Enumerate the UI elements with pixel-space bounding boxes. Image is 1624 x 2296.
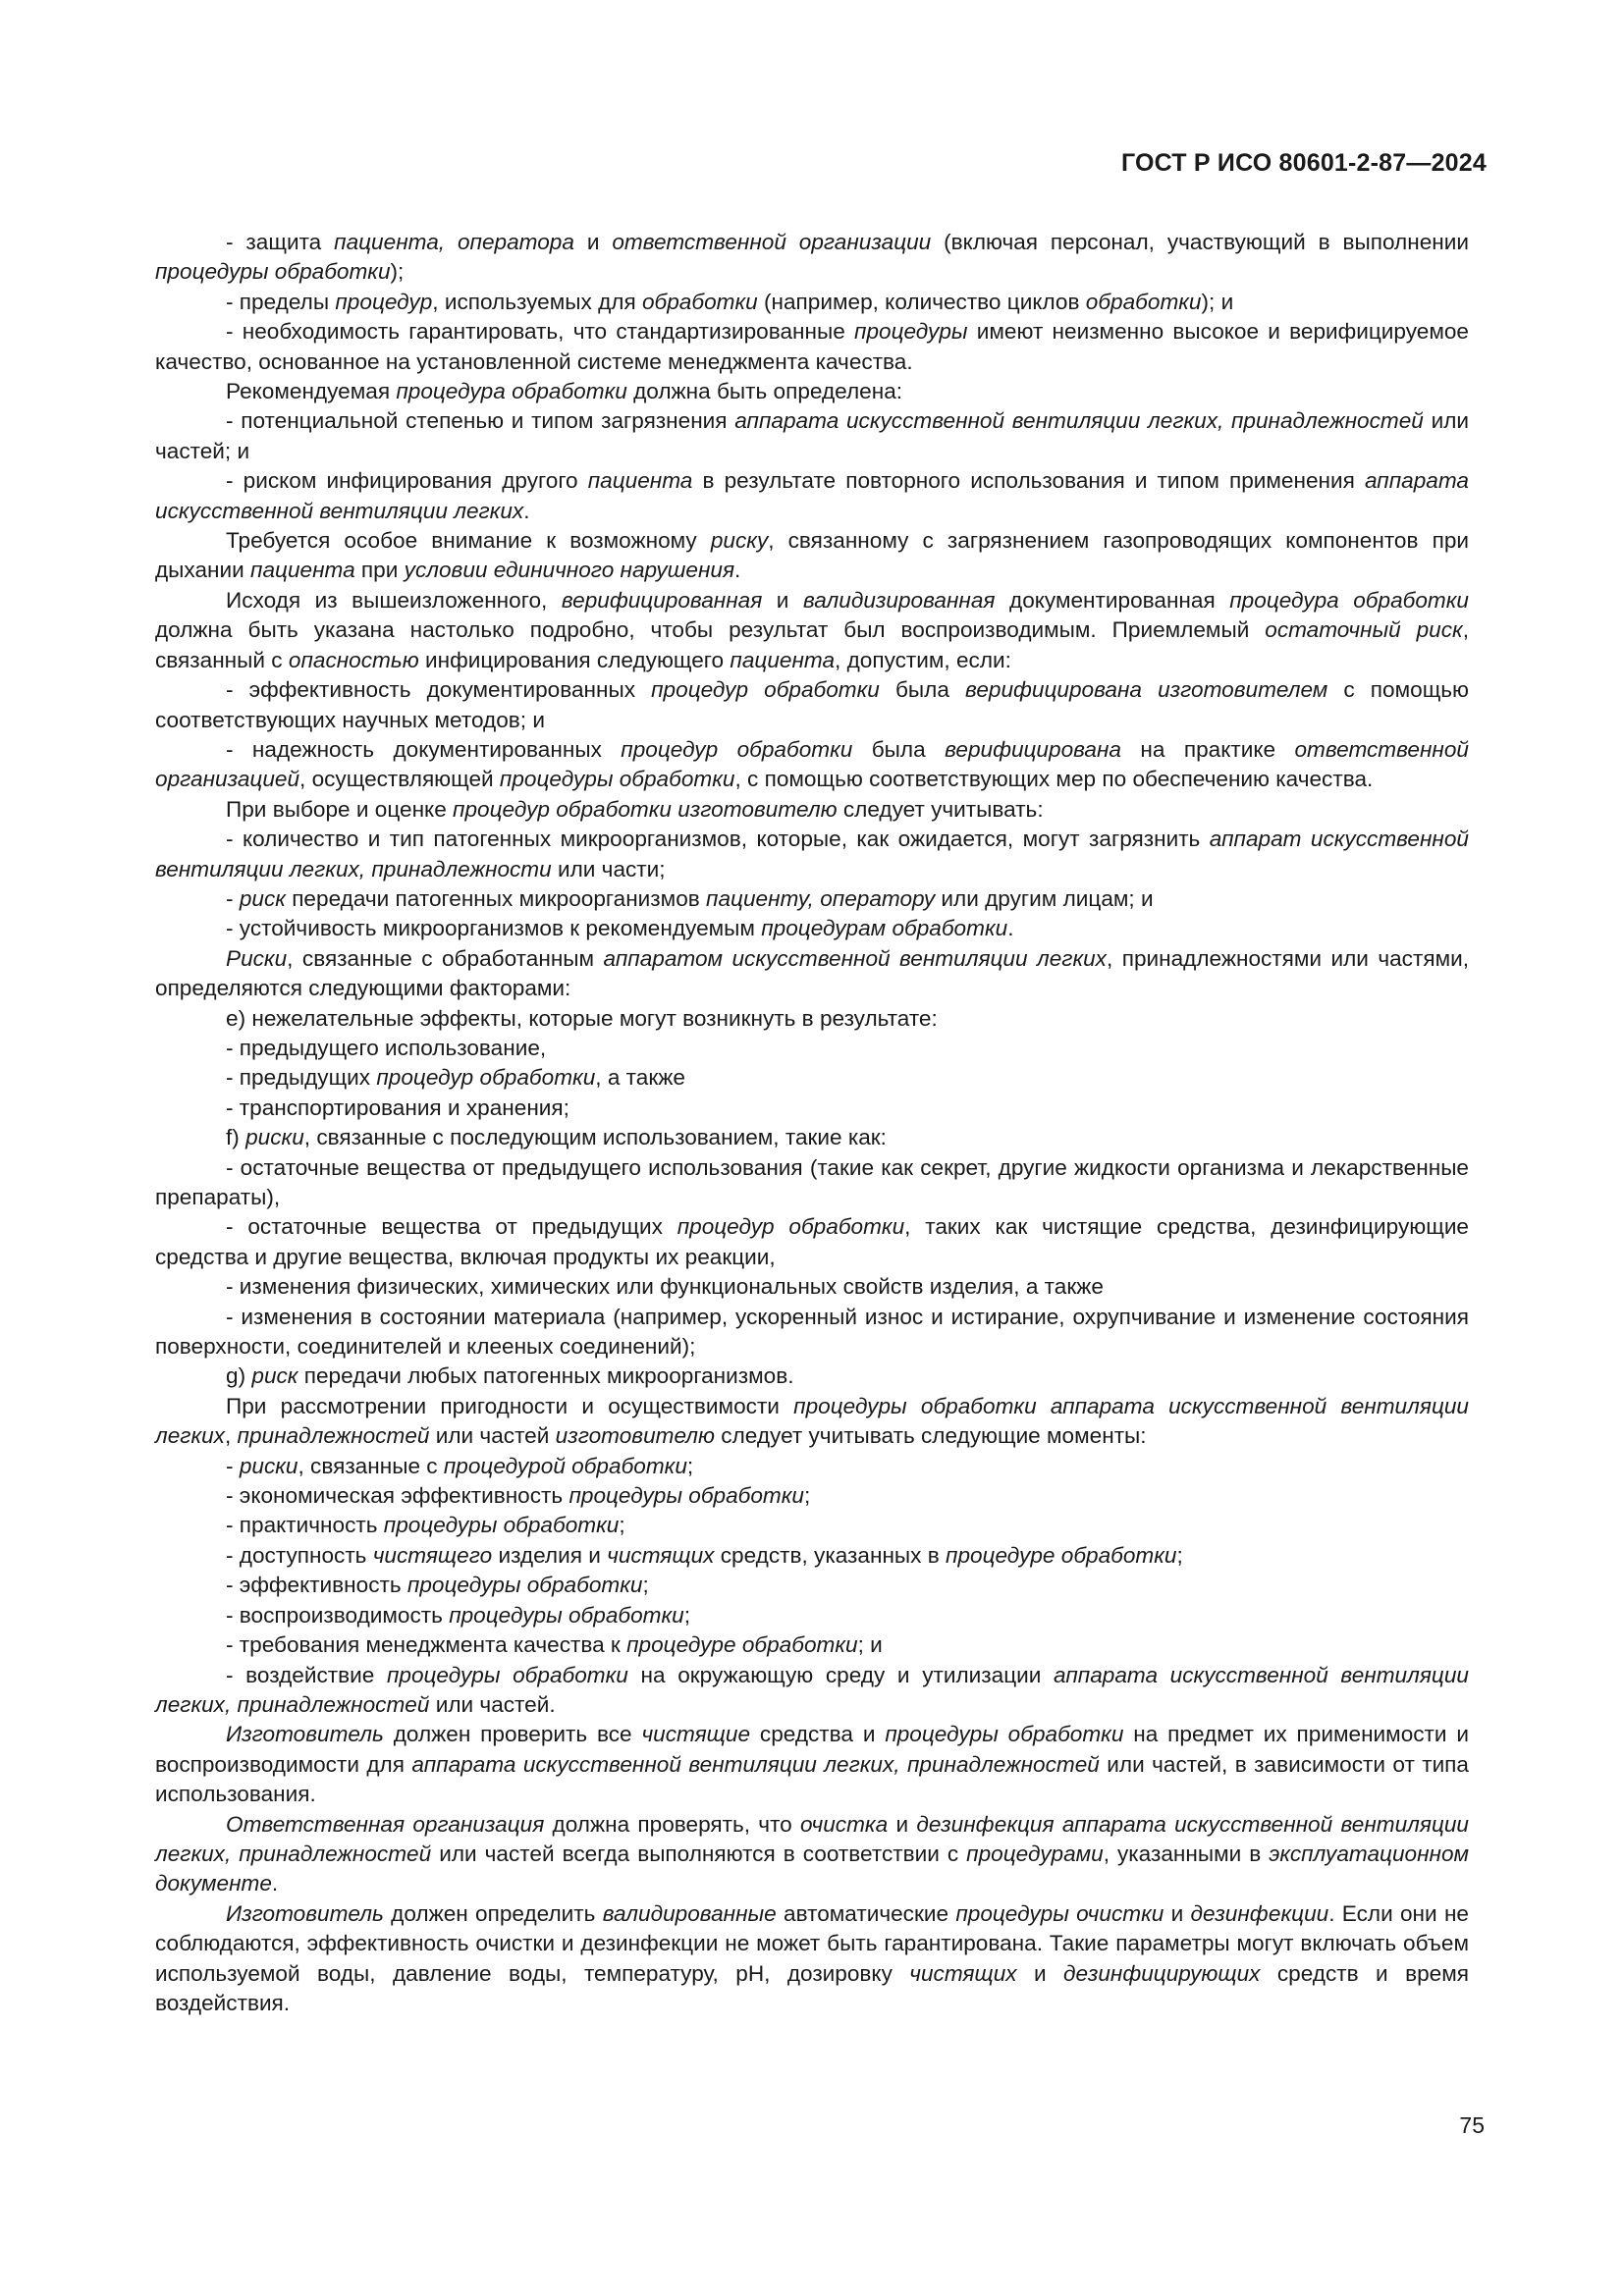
document-body — [155, 228, 1469, 2018]
paragraph: - остаточные вещества от предыдущего использования (такие как секрет, другие жидкости организма и лекарственные препараты), — [155, 1154, 1469, 1209]
paragraph: - эффективность процедуры обработки; — [226, 1573, 649, 1598]
paragraph: g) риск передачи любых патогенных микроорганизмов. — [226, 1363, 794, 1389]
paragraph: Исходя из вышеизложенного, верифицированная и валидизированная документированная процедура обработки должна быть указана настолько подробно, чтобы результат был воспроизводимым. Приемлемый остаточный риск, связанный с опасностью инфицирования следующего пациента, допустим, если: — [155, 587, 1469, 672]
paragraph: - изменения физических, химических или функциональных свойств изделия, а также — [226, 1274, 1104, 1300]
standard-code-header: ГОСТ Р ИСО 80601-2-87—2024 — [1120, 149, 1487, 177]
paragraph: - пределы процедур, используемых для обработки (например, количество циклов обработки); и — [226, 289, 1234, 314]
paragraph: - надежность документированных процедур обработки была верифицирована на практике ответственной организацией, осуществляющей процедуры обработки, с помощью соответствующих мер по обеспечению качества. — [155, 736, 1469, 792]
page-number: 75 — [1459, 2112, 1485, 2138]
paragraph: - воспроизводимость процедуры обработки; — [226, 1602, 690, 1628]
paragraph: Изготовитель должен определить валидированные автоматические процедуры очистки и дезинфекции. Если они не соблюдаются, эффективность очистки и дезинфекции не может быть гарантирована. Такие параметры могут включать объем используемой воды, давление воды, температуру, pH, дозировку чистящих и дезинфицирующих средств и время воздействия. — [155, 1900, 1469, 2015]
paragraph: - предыдущего использование, — [226, 1035, 547, 1060]
paragraph: При рассмотрении пригодности и осуществимости процедуры обработки аппарата искусственной вентиляции легких, принадлежностей или частей изготовителю следует учитывать следующие моменты: — [155, 1393, 1469, 1449]
paragraph: - риски, связанные с процедурой обработки; — [226, 1453, 694, 1478]
paragraph: Требуется особое внимание к возможному риску, связанному с загрязнением газопроводящих компонентов при дыхании пациента при условии единичного нарушения. — [155, 528, 1470, 583]
paragraph: - остаточные вещества от предыдущих процедур обработки, таких как чистящие средства, дезинфицирующие средства и другие вещества, включая продукты их реакции, — [155, 1214, 1470, 1269]
paragraph: - количество и тип патогенных микроорганизмов, которые, как ожидается, могут загрязнить аппарат искусственной вентиляции легких, принадлежности или части; — [155, 827, 1469, 881]
paragraph: - предыдущих процедур обработки, а также — [226, 1065, 685, 1091]
paragraph: - защита пациента, оператора и ответственной организации (включая персонал, участвующий в выполнении процедуры обработки); — [155, 230, 1469, 285]
paragraph: - риском инфицирования другого пациента в результате повторного использования и типом применения аппарата искусственной вентиляции легких. — [155, 468, 1469, 523]
paragraph: - доступность чистящего изделия и чистящих средств, указанных в процедуре обработки; — [226, 1542, 1183, 1568]
paragraph: - устойчивость микроорганизмов к рекомендуемым процедурам обработки. — [226, 916, 1014, 941]
paragraph: - эффективность документированных процедур обработки была верифицирована изготовителем с помощью соответствующих научных методов; и — [155, 677, 1469, 732]
paragraph: - требования менеджмента качества к процедуре обработки; и — [226, 1632, 883, 1658]
paragraph: - практичность процедуры обработки; — [226, 1513, 625, 1538]
paragraph: Ответственная организация должна проверять, что очистка и дезинфекция аппарата искусственной вентиляции легких, принадлежностей или частей всегда выполняются в соответствии с процедурами, указанными в эксплуатационном документе. — [155, 1811, 1470, 1896]
paragraph: При выборе и оценке процедур обработки изготовителю следует учитывать: — [226, 796, 1044, 822]
paragraph: e) нежелательные эффекты, которые могут возникнуть в результате: — [226, 1005, 938, 1031]
paragraph: f) риски, связанные с последующим использованием, такие как: — [226, 1125, 887, 1150]
paragraph: - экономическая эффективность процедуры обработки; — [226, 1483, 811, 1509]
paragraph: - потенциальной степенью и типом загрязнения аппарата искусственной вентиляции легких, принадлежностей или частей; и — [155, 408, 1470, 463]
paragraph: - риск передачи патогенных микроорганизмов пациенту, оператору или другим лицам; и — [226, 885, 1154, 911]
paragraph: Рекомендуемая процедура обработки должна быть определена: — [226, 379, 903, 404]
paragraph: - необходимость гарантировать, что стандартизированные процедуры имеют неизменно высокое и верифицируемое качество, основанное на установленной системе менеджмента качества. — [155, 319, 1469, 374]
paragraph: Изготовитель должен проверить все чистящие средства и процедуры обработки на предмет их применимости и воспроизводимости для аппарата искусственной вентиляции легких, принадлежностей или частей, в зависимости от типа использования. — [155, 1722, 1469, 1807]
paragraph: - изменения в состоянии материала (например, ускоренный износ и истирание, охрупчивание и изменение состояния поверхности, соединителей и клееных соединений); — [155, 1304, 1469, 1360]
paragraph: - транспортирования и хранения; — [226, 1095, 569, 1120]
paragraph: Риски, связанные с обработанным аппаратом искусственной вентиляции легких, принадлежностями или частями, определяются следующими факторами: — [155, 945, 1469, 1001]
paragraph: - воздействие процедуры обработки на окружающую среду и утилизации аппарата искусственной вентиляции легких, принадлежностей или частей. — [155, 1662, 1469, 1717]
